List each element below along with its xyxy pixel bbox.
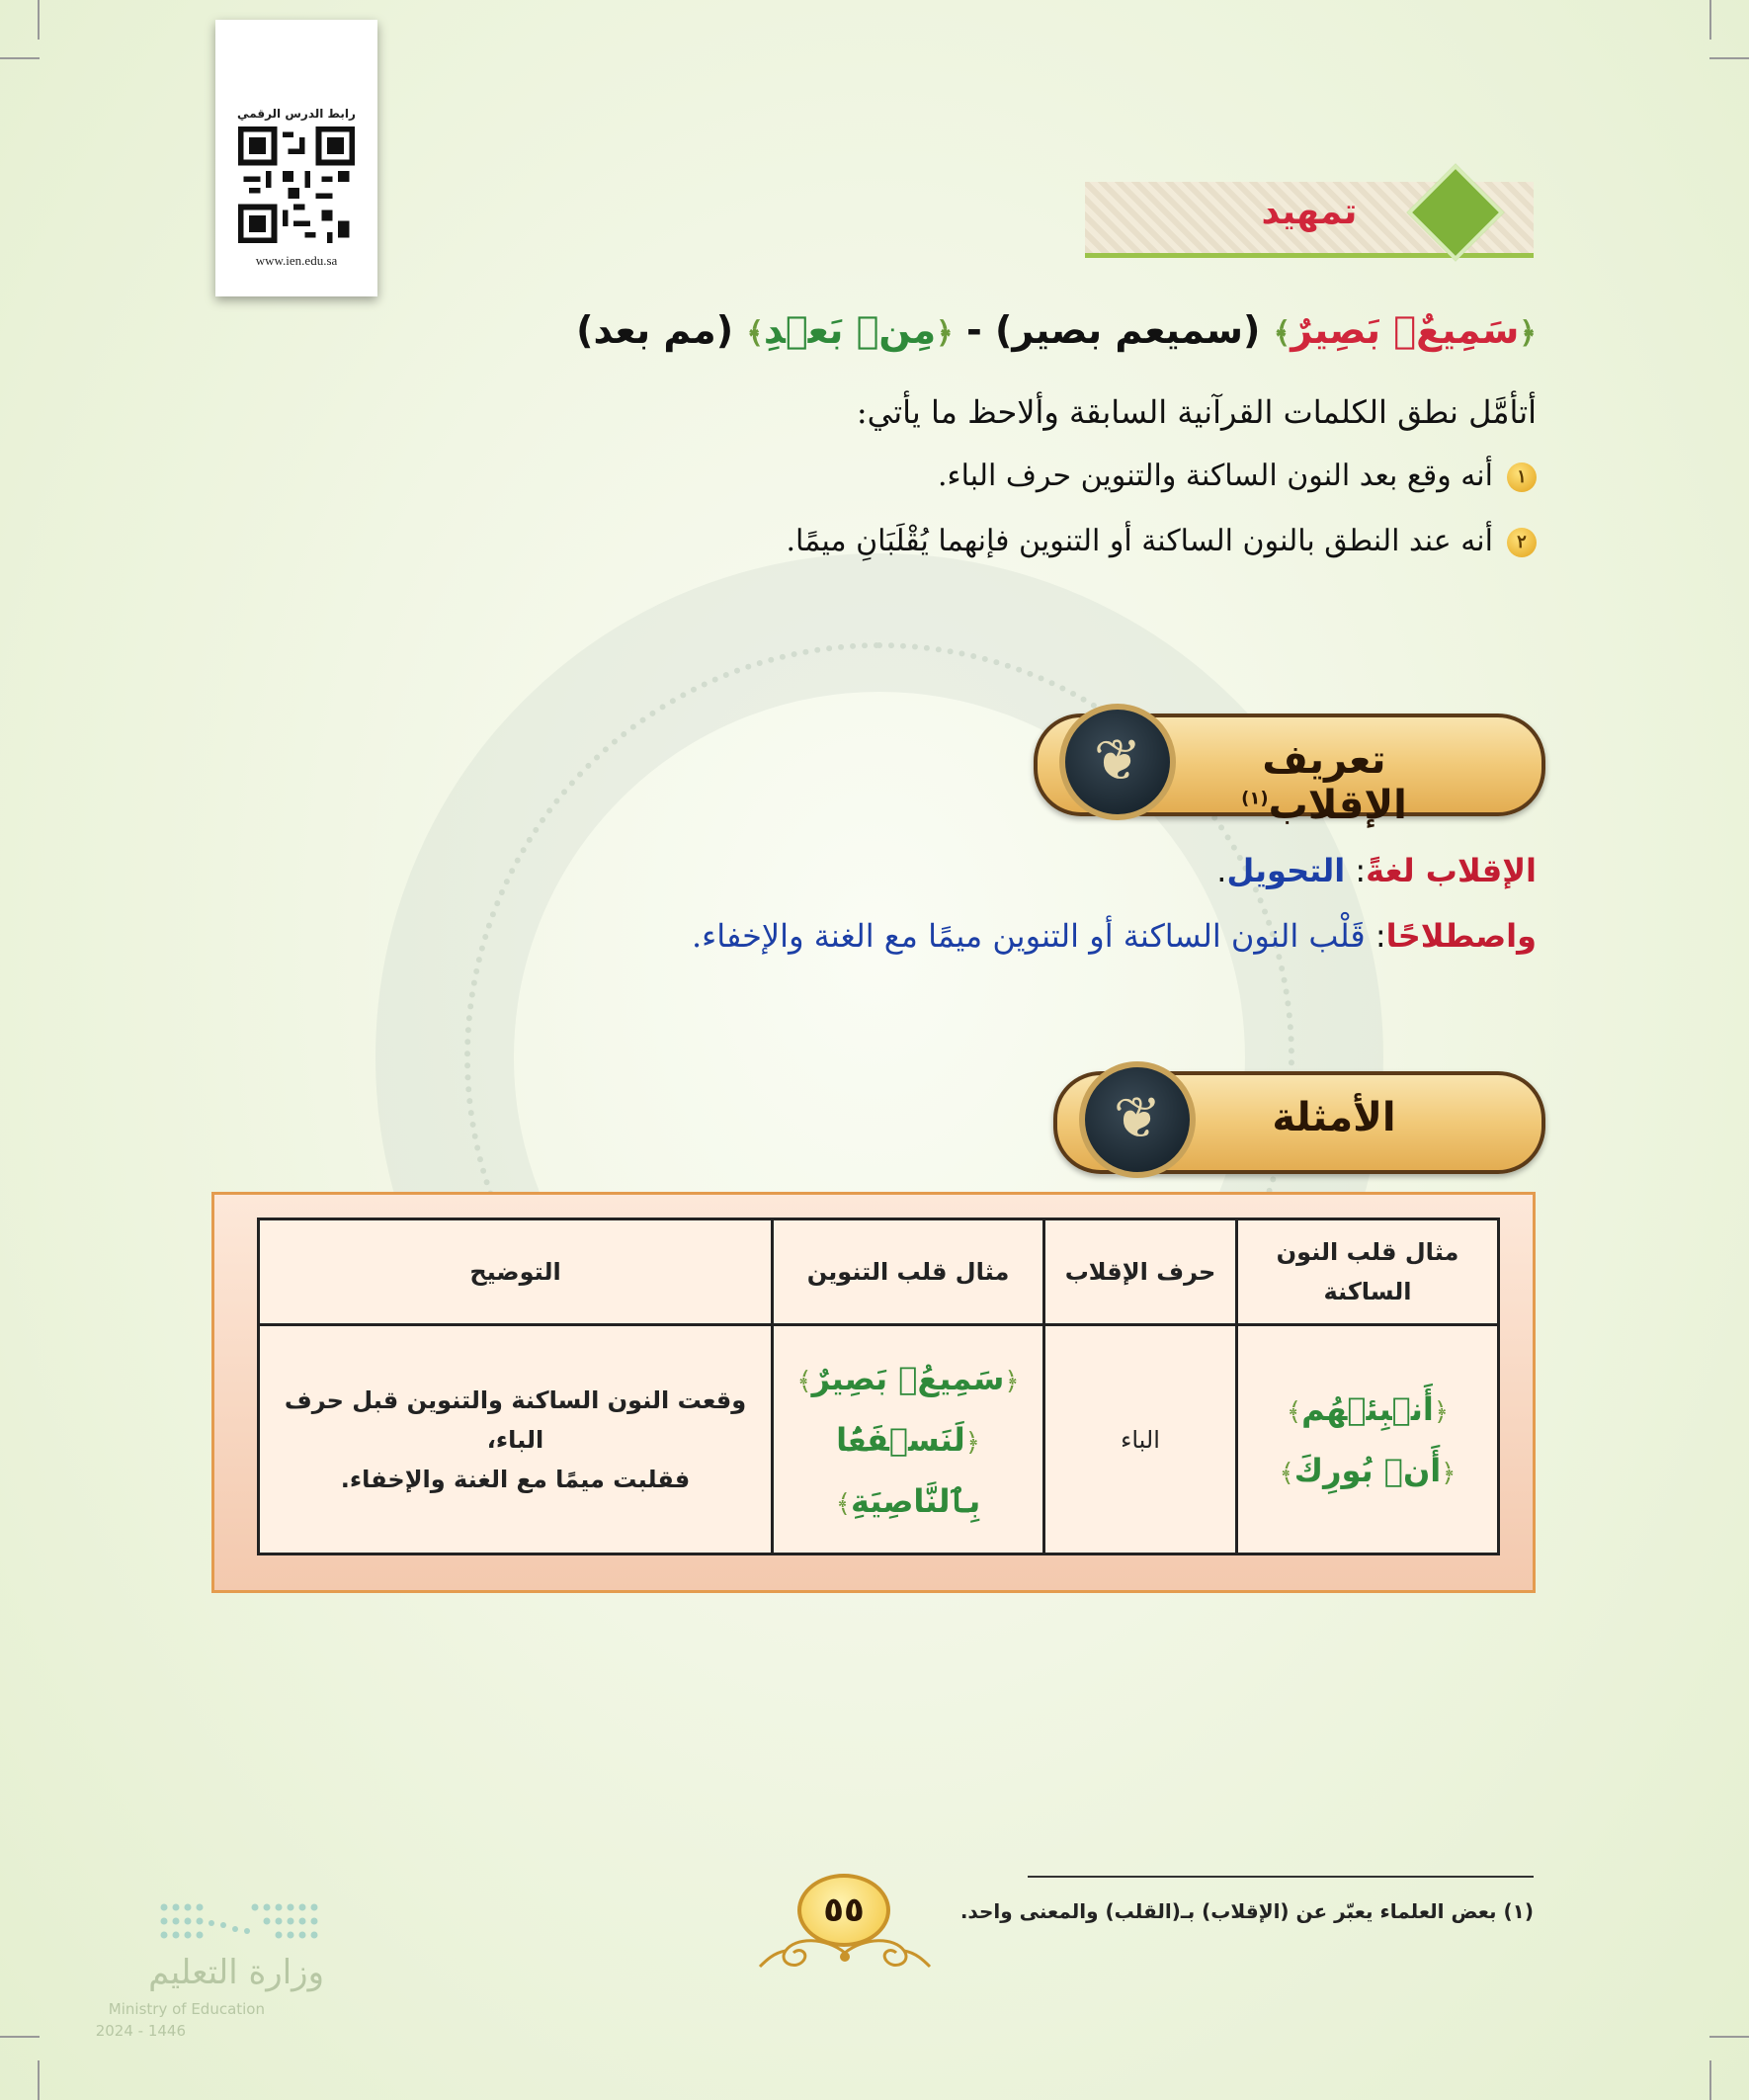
definition-technical: واصطلاحًا: قَلْب النون الساكنة أو التنوين ميمًا مع الغنة والإخفاء. <box>691 917 1537 955</box>
ornate-bracket-icon: ﴿ <box>1004 1366 1020 1396</box>
intro-instruction: أتأمَّل نطق الكلمات القرآنية السابقة وألاحظ ما يأتي: <box>856 393 1537 431</box>
explanation-cell <box>259 1325 773 1554</box>
verse-word-2: مِنۢ بَعۡدِ <box>763 308 937 352</box>
observation-text: أنه عند النطق بالنون الساكنة أو التنوين فإنهما يُقْلَبَانِ ميمًا. <box>786 524 1493 558</box>
table-header-row <box>259 1219 1499 1325</box>
tanween-examples-cell <box>773 1325 1044 1554</box>
crop-mark <box>1709 2060 1711 2100</box>
examples-banner-title: الأمثلة <box>1272 1095 1396 1140</box>
footnote-marker[interactable]: (١) <box>1241 788 1269 809</box>
page-number: ٥٥ <box>797 1874 890 1947</box>
verse-reading-1: (سميعم بصير) <box>994 308 1261 352</box>
linguistic-label: الإقلاب لغةً <box>1366 852 1537 889</box>
page-number-ornament <box>756 1870 934 1978</box>
ornate-bracket-icon: ﴿ <box>1441 1458 1457 1488</box>
ornate-bracket-icon: ﴾ <box>1286 1396 1302 1427</box>
ornate-bracket-icon: ﴿ <box>964 1427 980 1458</box>
ministry-logo <box>97 1897 324 2056</box>
ornate-bracket-icon: ﴾ <box>1273 316 1291 351</box>
tanween-example: سَمِيعُۢ بَصِيرٌ <box>811 1359 1005 1397</box>
ministry-year: 2024 - 1446 <box>95 2022 186 2040</box>
ornate-bracket-icon: ﴿ <box>936 316 954 351</box>
crop-mark <box>0 2036 40 2038</box>
definition-linguistic: الإقلاب لغةً: التحويل. <box>1216 852 1537 889</box>
ornate-bracket-icon: ﴾ <box>796 1366 812 1396</box>
ornate-bracket-icon: ﴾ <box>1279 1458 1294 1488</box>
crop-mark <box>0 57 40 59</box>
ministry-name-ar: وزارة التعليم <box>148 1953 324 1992</box>
verse-examples-line <box>252 308 1537 352</box>
observation-text: أنه وقع بعد النون الساكنة والتنوين حرف الباء. <box>937 459 1493 493</box>
noon-example: أَنۢ بُورِكَ <box>1293 1451 1442 1489</box>
qr-card[interactable] <box>215 20 377 296</box>
qr-url[interactable]: www.ien.edu.sa <box>255 253 338 268</box>
grape-leaf-icon: ❦ <box>1059 704 1176 820</box>
ornate-bracket-icon: ﴿ <box>1519 316 1537 351</box>
crop-mark <box>38 2060 40 2100</box>
crop-mark <box>1709 2036 1749 2038</box>
table-header: مثال قلب النون الساكنة <box>1237 1219 1499 1325</box>
qr-code-icon[interactable] <box>238 126 355 243</box>
iqlab-letter-cell: الباء <box>1044 1325 1237 1554</box>
technical-label: واصطلاحًا <box>1385 917 1537 955</box>
observation-item <box>252 459 1537 493</box>
tanween-example: لَنَسۡفَعَۢا بِٱلنَّاصِيَةِ <box>836 1420 981 1520</box>
ministry-dots-icon <box>156 1897 324 1951</box>
crop-mark <box>1709 57 1749 59</box>
table-header: حرف الإقلاب <box>1044 1219 1237 1325</box>
grape-leaf-icon: ❦ <box>1079 1061 1196 1178</box>
verse-separator: - <box>965 308 982 352</box>
explanation-line: فقلبت ميمًا مع الغنة والإخفاء. <box>340 1465 691 1493</box>
crop-mark <box>1709 0 1711 40</box>
ornate-bracket-icon: ﴾ <box>746 316 764 351</box>
number-badge: ١ <box>1507 462 1537 492</box>
explanation-line: وقعت النون الساكنة والتنوين قبل حرف الباء، <box>284 1386 747 1454</box>
noon-example: أَنۢبِئۡهُم <box>1301 1389 1434 1428</box>
intro-section-title: تمهيد <box>1261 192 1358 232</box>
observation-item <box>252 524 1537 558</box>
verse-reading-2: (مم بعد) <box>576 308 734 352</box>
ornate-bracket-icon: ﴿ <box>1433 1396 1450 1427</box>
verse-word-1: سَمِيعٌۢ بَصِيرٌ <box>1291 308 1520 352</box>
footnote-divider <box>1028 1876 1534 1878</box>
table-header: التوضيح <box>259 1219 773 1325</box>
ministry-name-en: Ministry of Education <box>108 2000 265 2018</box>
table-header: مثال قلب التنوين <box>773 1219 1044 1325</box>
technical-value: قَلْب النون الساكنة أو التنوين ميمًا مع الغنة والإخفاء. <box>691 917 1366 955</box>
number-badge: ٢ <box>1507 528 1537 557</box>
footnote: (١) بعض العلماء يعبّر عن (الإقلاب) بـ(القلب) والمعنى واحد. <box>959 1899 1534 1923</box>
ornate-bracket-icon: ﴾ <box>835 1488 851 1519</box>
swirl-ornament-icon <box>756 1931 934 1974</box>
definition-banner-title: تعريف الإقلاب$^{(١)}$ <box>1241 737 1407 828</box>
crop-mark <box>38 0 40 40</box>
examples-table <box>257 1218 1500 1555</box>
table-row <box>259 1325 1499 1554</box>
qr-caption: رابط الدرس الرقمي <box>237 107 356 121</box>
linguistic-value: التحويل <box>1226 852 1346 889</box>
noon-examples-cell <box>1237 1325 1499 1554</box>
